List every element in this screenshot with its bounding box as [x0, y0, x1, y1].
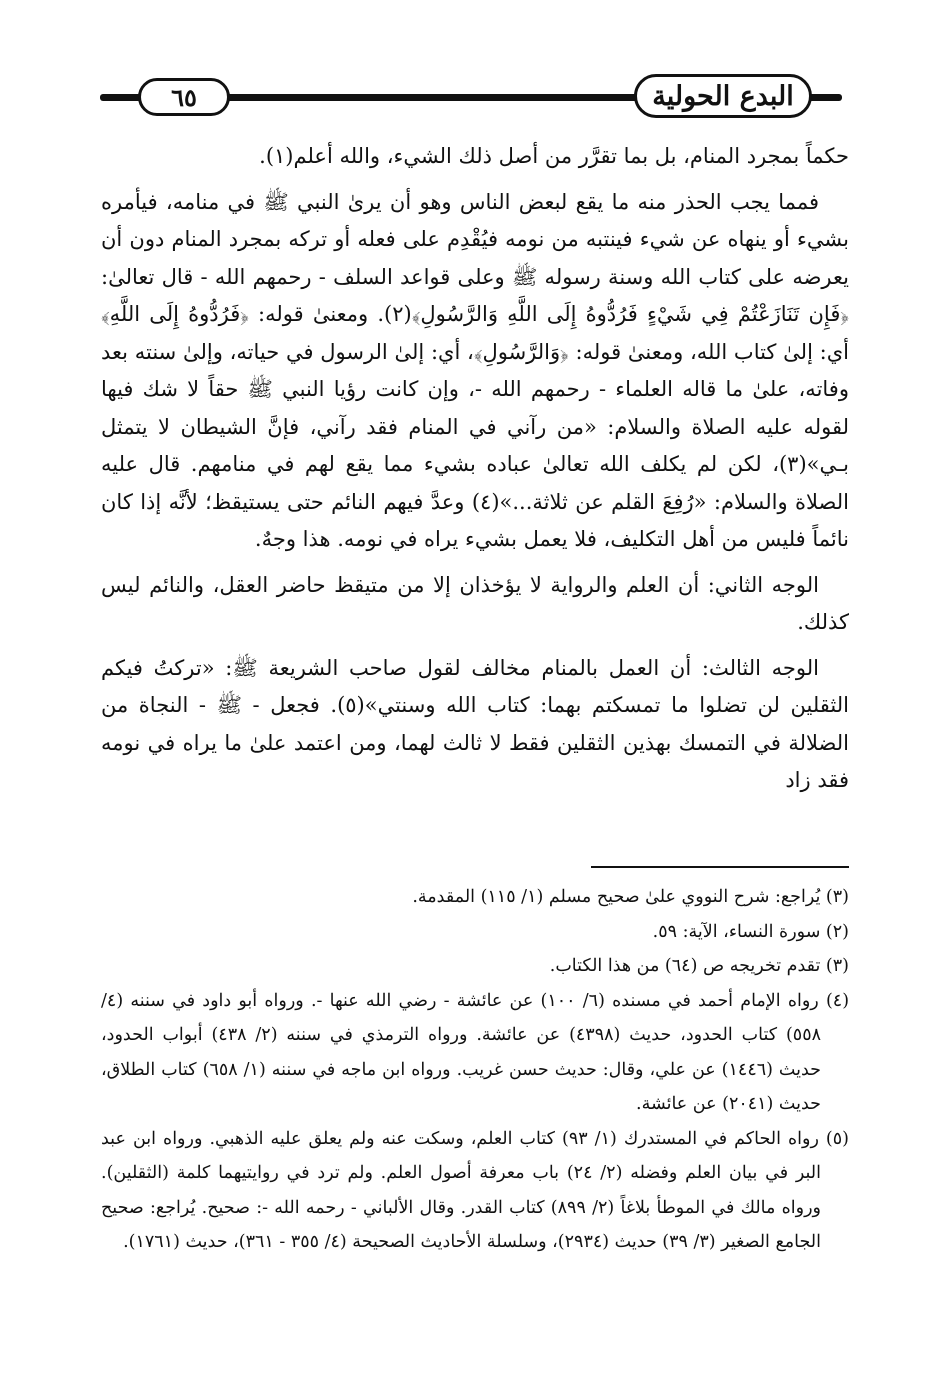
- footnote: (٤) رواه الإمام أحمد في مسنده (٦/ ١٠٠) عن عائشة - رضي الله عنها -. ورواه أبو داود في سننه (٤/ ٥٥٨) كتاب الحدود، حديث (٤٣٩٨) عن عائشة. ورواه الترمذي في سننه (٢/ ٤٣٨) أبواب الحدود، حديث (١٤٤٦) عن علي، وقال: حديث حسن غريب. ورواه ابن ماجه في سننه (١/ ٦٥٨) كتاب الطلاق، حديث (٢٠٤١) عن عائشة.: [101, 990, 850, 1114]
- footnote: (٣) تقدم تخريجه ص (٦٤) من هذا الكتاب.: [549, 956, 849, 976]
- page-header: [100, 74, 842, 120]
- page-number: ٦٥: [138, 78, 230, 116]
- main-text: [101, 138, 849, 800]
- paragraph-3: الوجه الثاني: أن العلم والرواية لا يؤخذان إلا من متيقظ حاضر العقل، والنائم ليس كذلك.: [101, 572, 849, 634]
- footnote: (٣) يُراجع: شرح النووي علىٰ صحيح مسلم (١/ ١١٥) المقدمة.: [412, 887, 849, 907]
- footnote-separator: [591, 866, 849, 868]
- footnote: (٢) سورة النساء، الآية: ٥٩.: [652, 921, 849, 942]
- running-title: البدع الحولية: [634, 74, 812, 118]
- footnote: (٥) رواه الحاكم في المستدرك (١/ ٩٣) كتاب العلم، وسكت عنه ولم يعلق عليه الذهبي. ورواه ابن عبد البر في بيان العلم وفضله (٢/ ٢٤) باب معرفة أصول العلم. ولم ترد في روايتيهما كلمة (الثقلين). ورواه مالك في الموطأ بلاغاً (٢/ ٨٩٩) كتاب القدر. وقال الألباني - رحمه الله -: صحيح. يُراجع: صحيح الجامع الصغير (٣/ ٣٩) حديث (٢٩٣٤)، وسلسلة الأحاديث الصحيحة (٤/ ٣٥٥ - ٣٦١)، حديث (١٧٦١).: [101, 1128, 849, 1252]
- paragraph-1: حكماً بمجرد المنام، بل بما تقرَّر من أصل ذلك الشيء، والله أعلم(١).: [259, 144, 849, 168]
- paragraph-2: فمما يجب الحذر منه ما يقع لبعض الناس وهو أن يرىٰ النبي ﷺ في منامه، فيأمره بشيء أو ينهاه عن شيء فينتبه من نومه فيُقْدِم على فعله أو تركه بمجرد المنام دون أن يعرضه على كتاب الله وسنة رسوله ﷺ وعلى قواعد السلف - رحمهم الله - قال تعالىٰ: ﴿فَإِن تَنَازَعْتُمْ فِي شَيْءٍ فَرُدُّوهُ إِلَى اللَّهِ وَالرَّسُولِ﴾(٢). ومعنىٰ قوله: ﴿فَرُدُّوهُ إِلَى اللَّهِ﴾ أي: إلىٰ كتاب الله، ومعنىٰ قوله: ﴿وَالرَّسُولِ﴾، أي: إلىٰ الرسول في حياته، وإلىٰ سنته بعد وفاته، علىٰ ما قاله العلماء - رحمهم الله -، وإن كانت رؤيا النبي ﷺ حقاً لا شك فيها لقوله عليه الصلاة والسلام: «من رآني في المنام فقد رآني، فإنَّ الشيطان لا يتمثل بـي»(٣)، لكن لم يكلف الله تعالىٰ عباده بشيء مما يقع لهم في منامهم. قال عليه الصلاة والسلام: «رُفِعَ القلم عن ثلاثة...»(٤) وعدَّ فيهم النائم حتى يستيقظ؛ لأنَّه إذا كان نائماً فليس من أهل التكليف، فلا يعمل بشيء يراه في نومه. هذا وجهٌ.: [101, 189, 850, 551]
- footnotes: [101, 880, 849, 1260]
- paragraph-4: الوجه الثالث: أن العمل بالمنام مخالف لقول صاحب الشريعة ﷺ: «تركتُ فيكم الثقلين لن تضلوا ما تمسكتم بهما: كتاب الله وسنتي»(٥). فجعل - ﷺ - النجاة من الضلالة في التمسك بهذين الثقلين فقط لا ثالث لهما، ومن اعتمد علىٰ ما يراه في نومه فقد زاد: [101, 655, 849, 792]
